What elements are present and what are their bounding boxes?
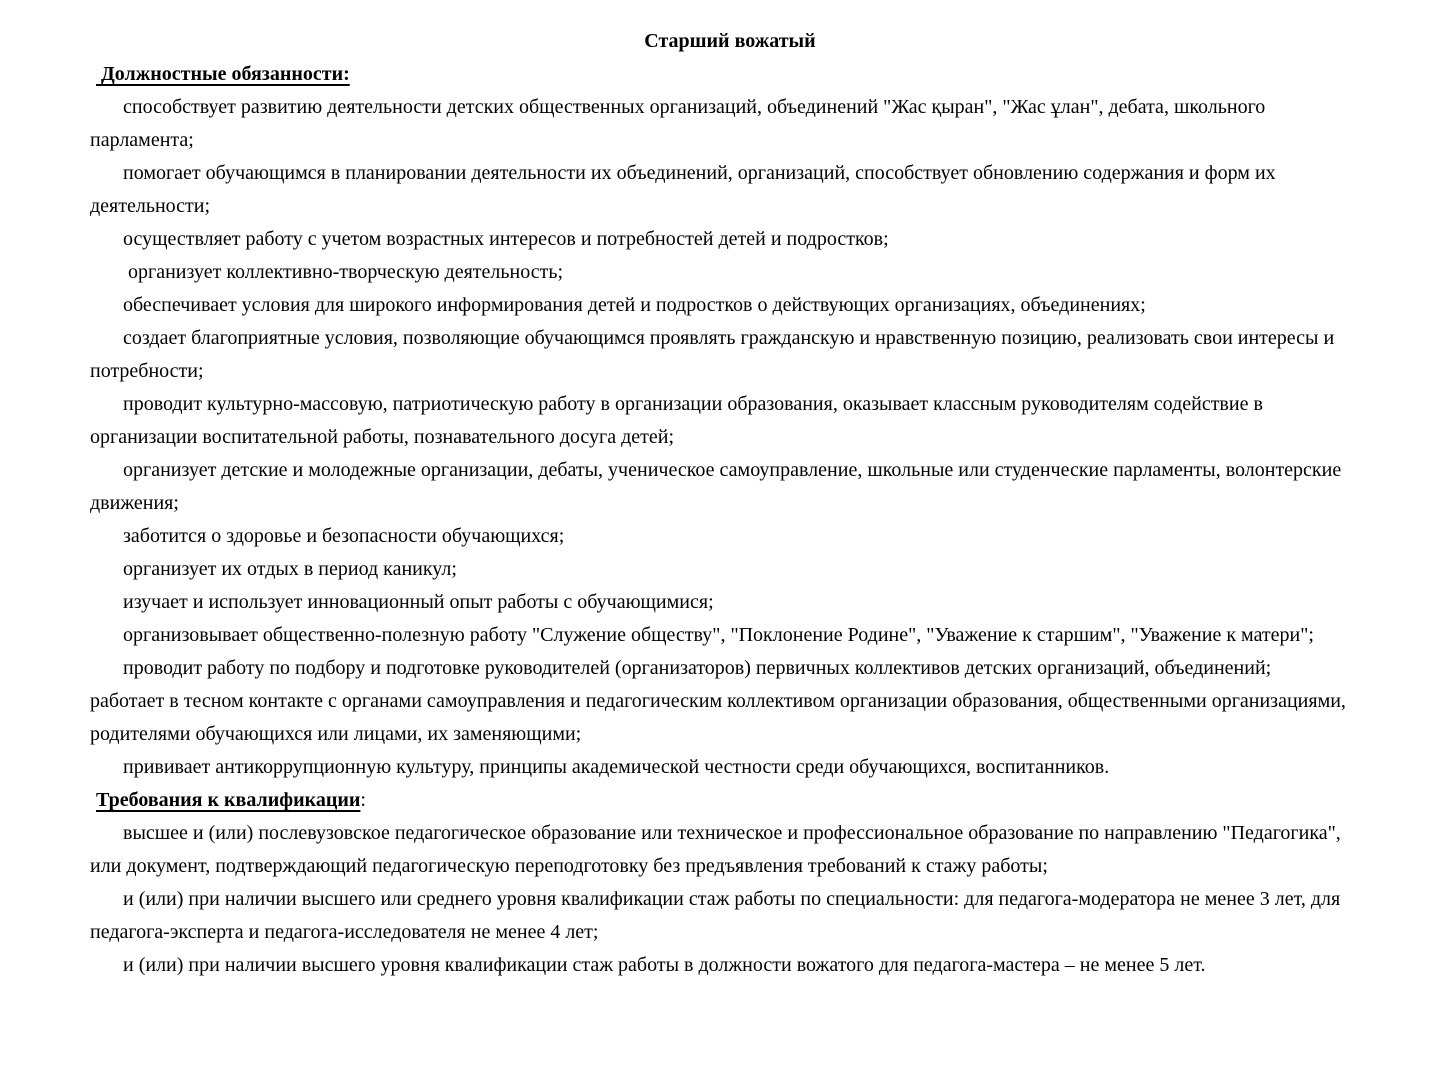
paragraph: организует коллективно-творческую деятельность; [123,261,563,283]
duties-paragraph-list [90,91,1370,784]
paragraph: организовывает общественно-полезную работу "Служение обществу", "Поклонение Родине", "Уважение к старшим", "Уважение к матери"; [123,624,1314,646]
paragraph: осуществляет работу с учетом возрастных интересов и потребностей детей и подростков; [123,228,889,250]
duties-heading [90,58,1370,91]
qualifications-paragraph-list [90,817,1370,982]
qualifications-heading-text: Требования к квалификации [96,789,361,811]
document-title: Старший вожатый [644,30,816,52]
paragraph: изучает и использует инновационный опыт работы с обучающимися; [123,591,714,613]
paragraph: проводит культурно-массовую, патриотическую работу в организации образования, оказывает классным руководителям содействие в организации воспитательной работы, познавательного досуга детей; [90,393,1268,448]
paragraph: проводит работу по подбору и подготовке руководителей (организаторов) первичных коллективов детских организаций, объединений; работает в тесном контакте с органами самоуправления и педагогическим коллективом организации образования, общественными организациями, родителями обучающихся или лицами, их заменяющими; [90,657,1351,745]
paragraph: способствует развитию деятельности детских общественных организаций, объединений "Жас қыран", "Жас ұлан", дебата, школьного парламента; [90,96,1271,151]
section-duties [90,58,1370,784]
qualifications-heading [90,784,1370,817]
paragraph: и (или) при наличии высшего уровня квалификации стаж работы в должности вожатого для педагога-мастера – не менее 5 лет. [123,954,1206,976]
paragraph: помогает обучающимся в планировании деятельности их объединений, организаций, способствует обновлению содержания и форм их деятельности; [90,162,1281,217]
section-qualifications [90,784,1370,982]
qualifications-heading-suffix: : [360,789,366,811]
paragraph: высшее и (или) послевузовское педагогическое образование или техническое и профессиональное образование по направлению "Педагогика", или документ, подтверждающий педагогическую переподготовку без предъявления требований к стажу работы; [90,822,1346,877]
paragraph: и (или) при наличии высшего или среднего уровня квалификации стаж работы по специальности: для педагога-модератора не менее 3 лет, для педагога-эксперта и педагога-исследователя не менее 4 лет; [90,888,1346,943]
duties-heading-text: Должностные обязанности: [96,63,350,85]
paragraph: организует их отдых в период каникул; [123,558,457,580]
paragraph: организует детские и молодежные организации, дебаты, ученическое самоуправление, школьные или студенческие парламенты, волонтерские движения; [90,459,1347,514]
paragraph: заботится о здоровье и безопасности обучающихся; [123,525,565,547]
paragraph: обеспечивает условия для широкого информирования детей и подростков о действующих организациях, объединениях; [123,294,1146,316]
paragraph: создает благоприятные условия, позволяющие обучающимся проявлять гражданскую и нравственную позицию, реализовать свои интересы и потребности; [90,327,1340,382]
paragraph: прививает антикоррупционную культуру, принципы академической честности среди обучающихся, воспитанников. [123,756,1110,778]
